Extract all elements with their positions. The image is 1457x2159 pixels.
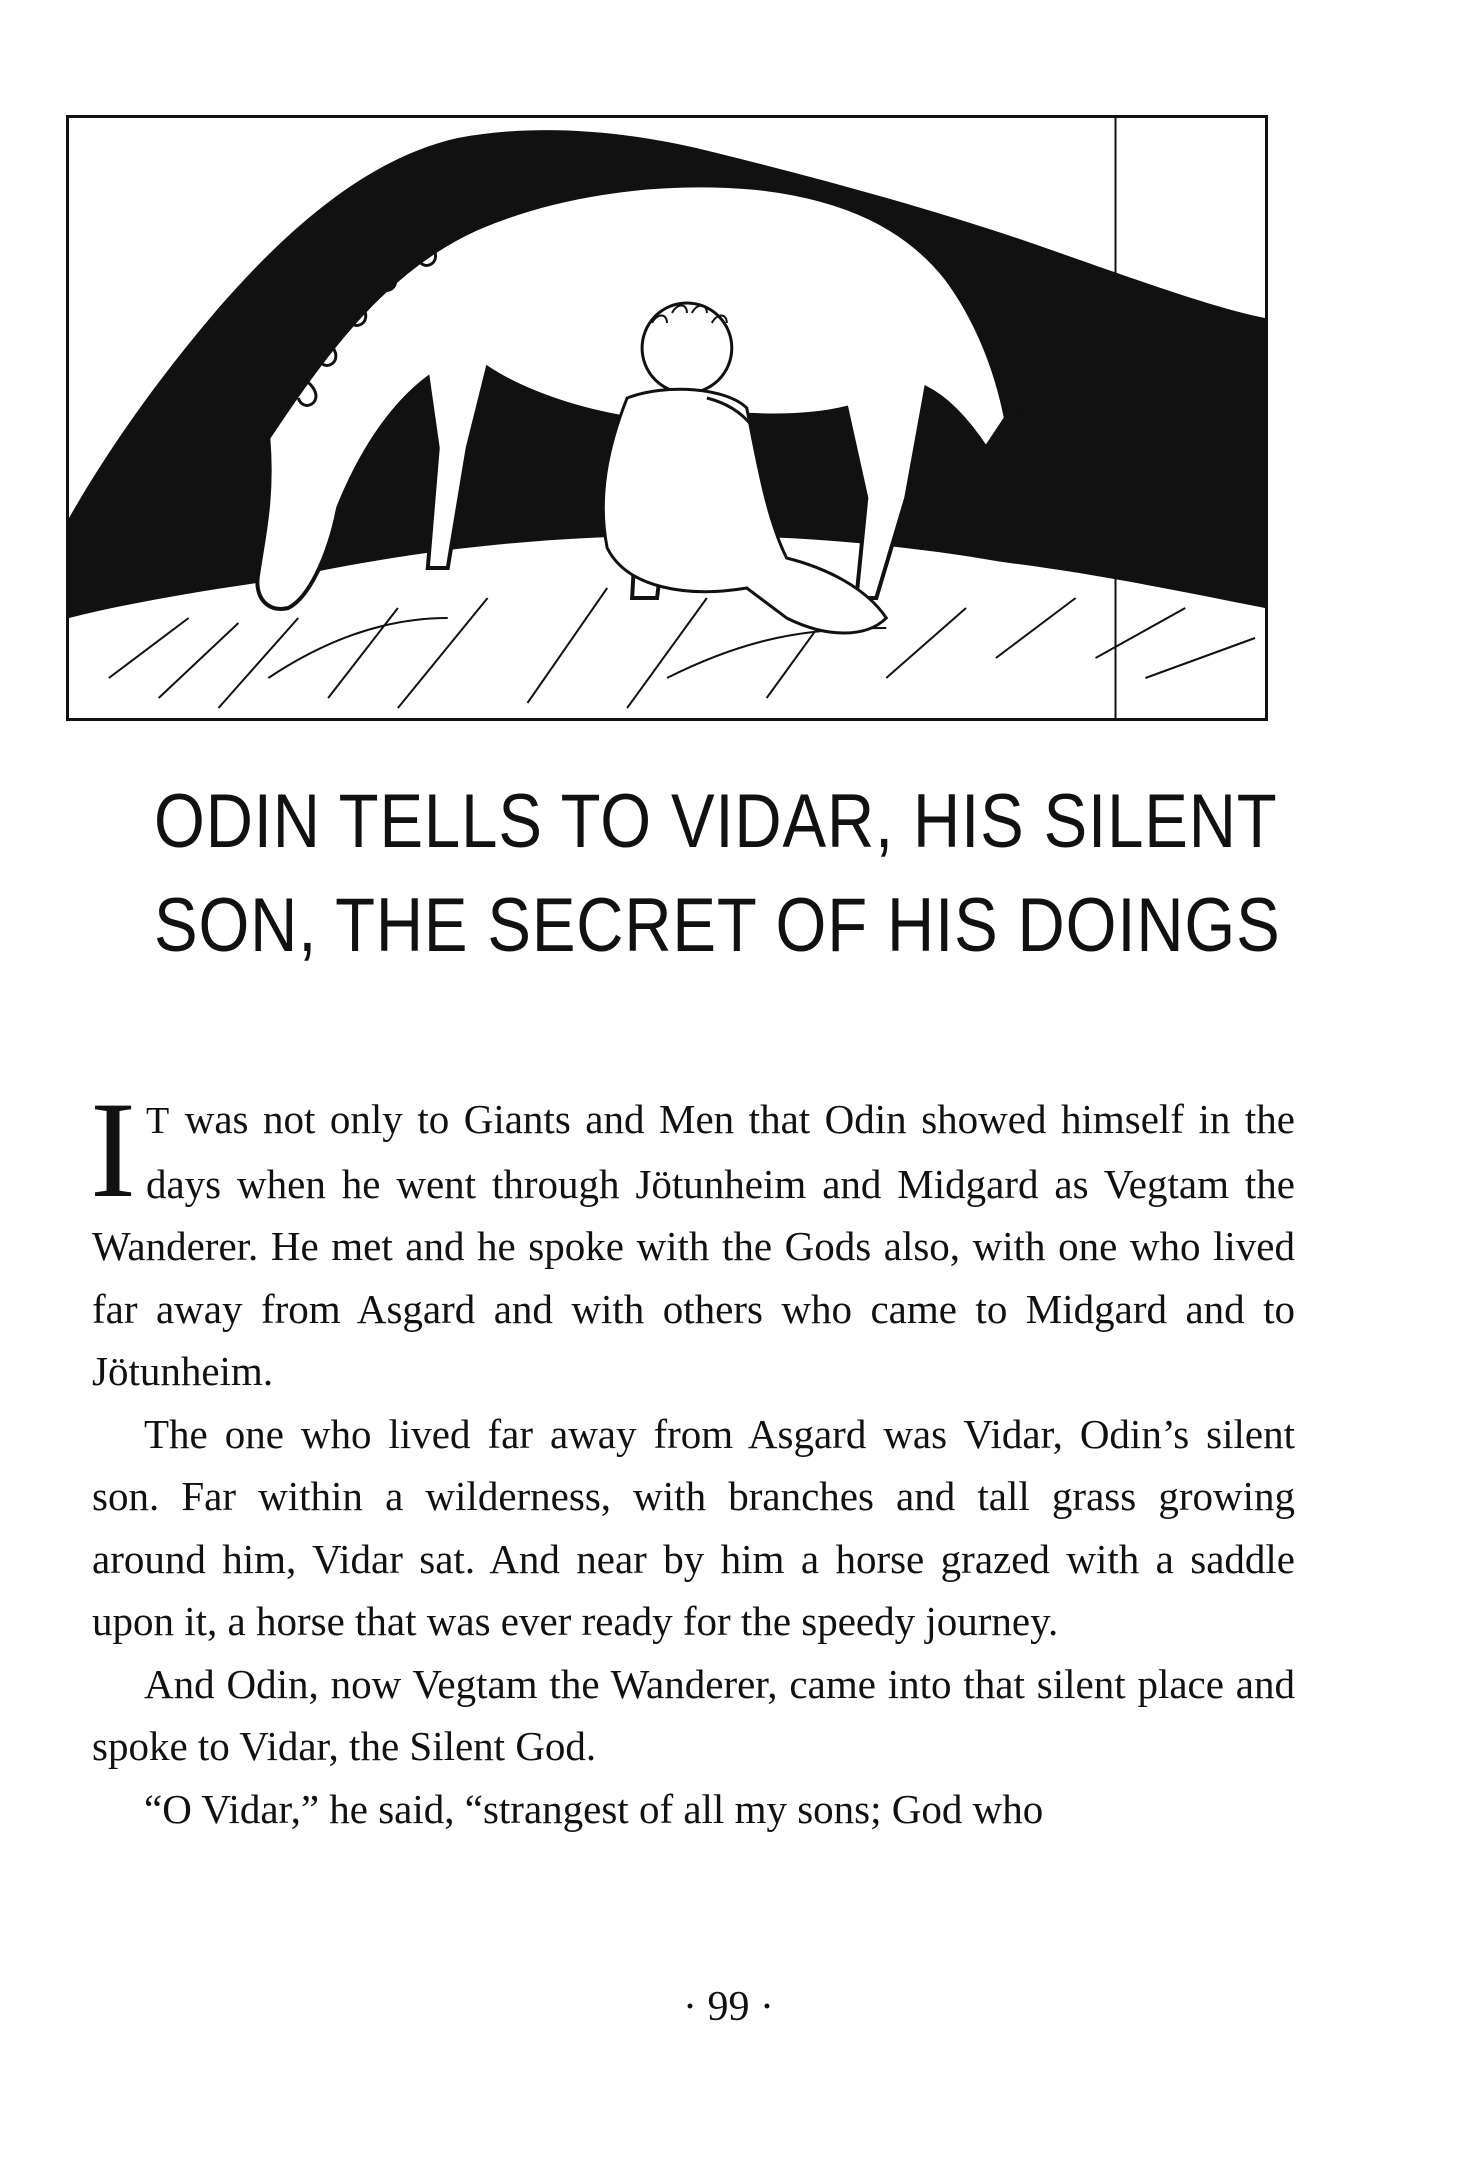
paragraph-1 — [90, 1073, 1295, 1403]
chapter-title-line-1: ODIN TELLS TO VIDAR, HIS SILENT — [154, 779, 1278, 864]
drop-cap-continuation: T — [145, 1100, 171, 1142]
chapter-title-line-2: SON, THE SECRET OF HIS DOINGS — [154, 883, 1281, 968]
body-text — [90, 1073, 1295, 1840]
paragraph-3: And Odin, now Vegtam the Wanderer, came into that silent place and spoke to Vidar, the Silent God. — [92, 1660, 1295, 1769]
horse-and-vidar-illustration — [69, 118, 1265, 718]
chapter-illustration — [66, 115, 1268, 721]
drop-cap: I — [90, 1073, 136, 1226]
chapter-title — [70, 770, 1281, 978]
paragraph-4: “O Vidar,” he said, “strangest of all my sons; God who — [144, 1785, 1044, 1832]
page-number: · 99 · — [683, 1984, 774, 2030]
paragraph-1-text: was not only to Giants and Men that Odin showed himself in the days when he went through Jötunheim and Midgard as Vegtam the Wanderer. He met and he spoke with the Gods also, with one who lived far away from Asgard and with others who came to Midgard and to Jötunheim. — [92, 1096, 1295, 1394]
paragraph-2: The one who lived far away from Asgard was Vidar, Odin’s silent son. Far within a wilderness, with branches and tall grass growing around him, Vidar sat. And near by him a horse grazed with a saddle upon it, a horse that was ever ready for the speedy journey. — [92, 1410, 1295, 1644]
